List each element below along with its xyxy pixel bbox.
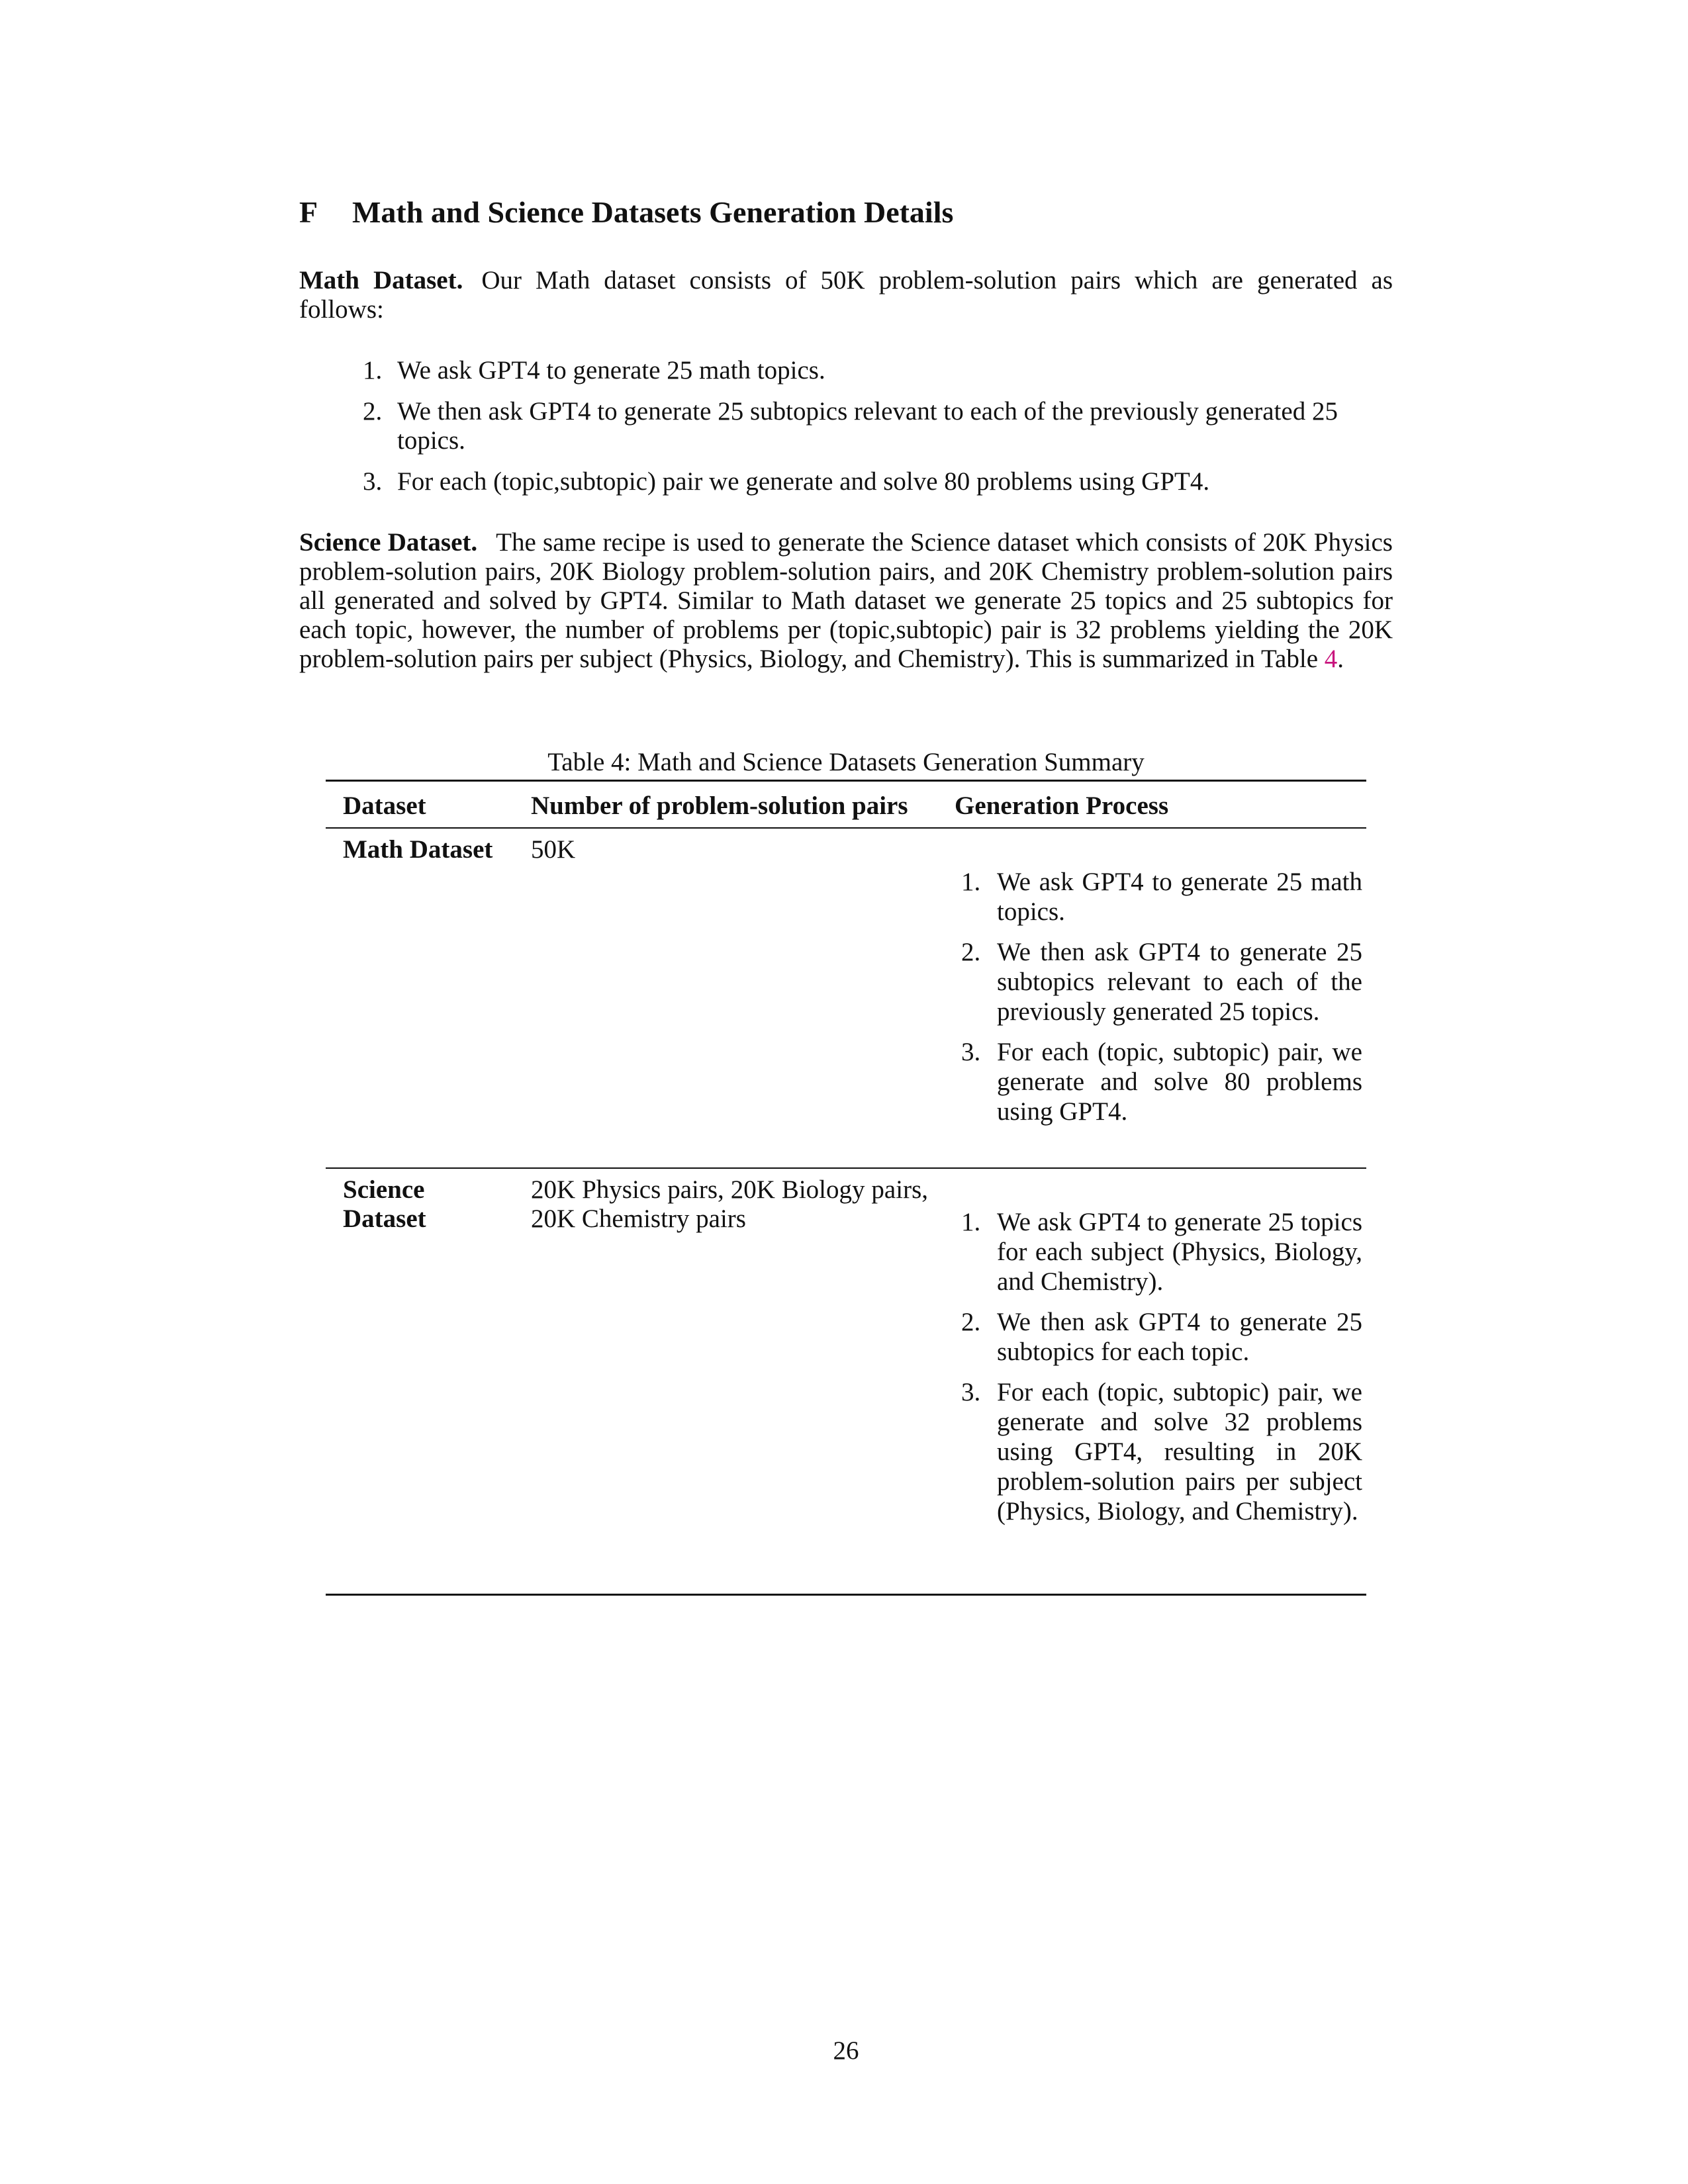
list-item <box>961 1037 1362 1126</box>
list-marker: 1. <box>961 868 981 896</box>
math-dataset-paragraph <box>299 266 1393 324</box>
list-marker: 2. <box>961 1308 981 1336</box>
table-header-rule <box>326 827 1366 829</box>
list-item <box>961 867 1362 927</box>
list-item <box>961 1207 1362 1297</box>
table-caption: Table 4: Math and Science Datasets Generation Summary <box>547 748 1145 776</box>
list-item-text: We then ask GPT4 to generate 25 subtopics for each topic. <box>997 1308 1362 1366</box>
list-item-text: We then ask GPT4 to generate 25 subtopics relevant to each of the previously generated 25 topics. <box>997 938 1362 1026</box>
list-item-text: We then ask GPT4 to generate 25 subtopics relevant to each of the previously generated 25 topics. <box>397 397 1338 455</box>
header-pairs: Number of problem-solution pairs <box>531 792 908 820</box>
table-row-rule <box>326 1167 1366 1169</box>
section-title: Math and Science Datasets Generation Details <box>352 195 954 229</box>
list-item-text: We ask GPT4 to generate 25 topics for each subject (Physics, Biology, and Chemistry). <box>997 1208 1362 1296</box>
list-item-text: We ask GPT4 to generate 25 math topics. <box>997 868 1362 926</box>
table-bottom-rule <box>326 1594 1366 1596</box>
header-generation-process: Generation Process <box>955 792 1169 820</box>
list-item <box>961 1307 1362 1367</box>
math-dataset-runin: Math Dataset. <box>299 266 463 295</box>
math-generation-steps <box>961 867 1362 1137</box>
list-item <box>363 397 1393 455</box>
section-heading <box>299 195 953 230</box>
list-item-text: For each (topic, subtopic) pair, we generate and solve 32 problems using GPT4, resulting in 20K problem-solution pairs per subject (Physics, Biology, and Chemistry). <box>997 1378 1362 1525</box>
header-dataset: Dataset <box>343 792 426 820</box>
science-dataset-text: The same recipe is used to generate the Science dataset which consists of 20K Physics problem-solution pairs, 20K Biology problem-solution pairs, and 20K Chemistry problem-solution pairs all generated and solved by GPT4. Similar to Math dataset we generate 25 topics and 25 subtopics for each topic, however, the number of problems per (topic,subtopic) pair is 32 problems yielding the 20K problem-solution pairs per subject (Physics, Biology, and Chemistry). This is summarized in Table <box>299 528 1393 673</box>
science-dataset-runin: Science Dataset. <box>299 528 478 557</box>
row-pairs-count: 50K <box>531 835 576 864</box>
list-marker: 3. <box>961 1378 981 1406</box>
science-dataset-paragraph <box>299 528 1393 674</box>
list-item-text: We ask GPT4 to generate 25 math topics. <box>397 356 825 385</box>
list-item-text: For each (topic,subtopic) pair we generate and solve 80 problems using GPT4. <box>397 467 1210 496</box>
list-item-text: For each (topic, subtopic) pair, we generate and solve 80 problems using GPT4. <box>997 1038 1362 1126</box>
list-item <box>363 467 1393 496</box>
list-marker: 3. <box>363 467 383 496</box>
list-marker: 2. <box>363 397 383 426</box>
page-number: 26 <box>833 2036 859 2065</box>
table-reference-link[interactable]: 4 <box>1324 645 1338 673</box>
row-dataset-name: Science Dataset <box>343 1175 426 1233</box>
science-generation-steps <box>961 1207 1362 1537</box>
list-item <box>363 356 1393 385</box>
table-top-rule <box>326 780 1366 782</box>
list-marker: 1. <box>363 356 383 385</box>
list-item <box>961 1377 1362 1526</box>
sentence-end: . <box>1337 645 1344 673</box>
section-number: F <box>299 195 318 229</box>
math-steps-list <box>363 356 1393 508</box>
row-dataset-name: Math Dataset <box>343 835 493 864</box>
row-pairs-count: 20K Physics pairs, 20K Biology pairs, 20K Chemistry pairs <box>531 1175 928 1233</box>
math-dataset-text: Our Math dataset consists of 50K problem-solution pairs which are generated as follows: <box>299 266 1393 324</box>
list-item <box>961 937 1362 1026</box>
list-marker: 3. <box>961 1038 981 1066</box>
list-marker: 1. <box>961 1208 981 1236</box>
list-marker: 2. <box>961 938 981 966</box>
